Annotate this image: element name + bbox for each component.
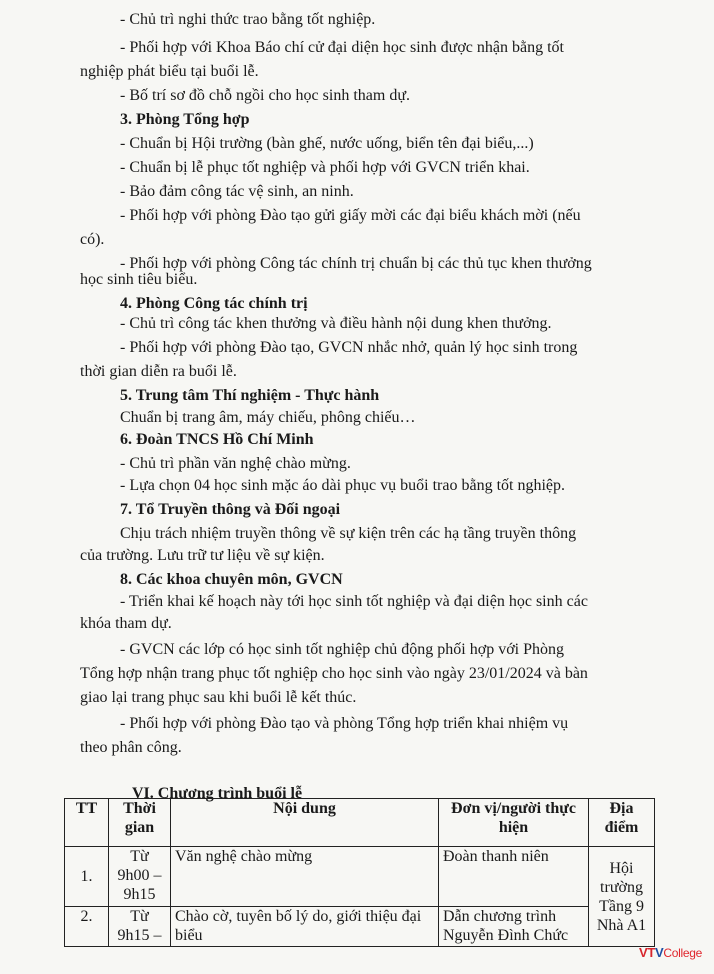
paragraph-line: của trường. Lưu trữ tư liệu về sự kiện. [80, 547, 325, 564]
section-heading: 8. Các khoa chuyên môn, GVCN [120, 571, 343, 588]
paragraph-line: - Chủ trì công tác khen thưởng và điều hành nội dung khen thưởng. [120, 315, 552, 332]
header-tt: TT [65, 799, 109, 847]
table-row [65, 907, 655, 947]
header-location: Địa điểm [589, 799, 655, 847]
paragraph-line: có). [80, 231, 105, 248]
paragraph-line: giao lại trang phục sau khi buổi lễ kết thúc. [80, 689, 357, 706]
section-heading: 6. Đoàn TNCS Hồ Chí Minh [120, 431, 314, 448]
paragraph-line: - Phối hợp với Khoa Báo chí cử đại diện học sinh được nhận bằng tốt [120, 39, 564, 56]
paragraph-line: - Phối hợp với phòng Công tác chính trị chuẩn bị các thủ tục khen thưởng [120, 255, 592, 272]
paragraph-line: - Bảo đảm công tác vệ sinh, an ninh. [120, 183, 354, 200]
section-heading: VI. Chương trình buổi lễ [132, 785, 303, 802]
paragraph-line: - Triển khai kế hoạch này tới học sinh tốt nghiệp và đại diện học sinh các [120, 593, 588, 610]
header-unit: Đơn vị/người thực hiện [439, 799, 589, 847]
paragraph-line: khóa tham dự. [80, 615, 172, 632]
paragraph-line: Tổng hợp nhận trang phục tốt nghiệp cho học sinh vào ngày 23/01/2024 và bàn [80, 665, 588, 682]
row-content: Văn nghệ chào mừng [171, 847, 439, 907]
paragraph-line: - Chuẩn bị lễ phục tốt nghiệp và phối hợp với GVCN triển khai. [120, 159, 530, 176]
paragraph-line: học sinh tiêu biểu. [80, 271, 198, 288]
header-time: Thời gian [109, 799, 171, 847]
table-header-row [65, 799, 655, 847]
row-tt: 1. [65, 847, 109, 907]
paragraph-line: - Phối hợp với phòng Đào tạo và phòng Tổng hợp triển khai nhiệm vụ [120, 715, 569, 732]
paragraph-line: Chuẩn bị trang âm, máy chiếu, phông chiếu… [120, 409, 416, 426]
row-tt: 2. [65, 907, 109, 947]
paragraph-line: - Chủ trì nghi thức trao bằng tốt nghiệp. [120, 11, 376, 28]
paragraph-line: thời gian diễn ra buổi lễ. [80, 363, 237, 380]
row-time: Từ 9h00 – 9h15 [109, 847, 171, 907]
program-table [64, 798, 655, 947]
table-row [65, 847, 655, 907]
row-time: Từ 9h15 – [109, 907, 171, 947]
section-heading: 3. Phòng Tổng hợp [120, 111, 250, 128]
row-location: Hội trường Tầng 9 Nhà A1 [589, 847, 655, 947]
paragraph-line: nghiệp phát biểu tại buổi lễ. [80, 63, 259, 80]
row-unit: Đoàn thanh niên [439, 847, 589, 907]
paragraph-line: - Bố trí sơ đồ chỗ ngồi cho học sinh tham dự. [120, 87, 410, 104]
paragraph-line: - Chuẩn bị Hội trường (bàn ghế, nước uống, biển tên đại biểu,...) [120, 135, 534, 152]
paragraph-line: - GVCN các lớp có học sinh tốt nghiệp chủ động phối hợp với Phòng [120, 641, 564, 658]
paragraph-line: - Lựa chọn 04 học sinh mặc áo dài phục vụ buổi trao bằng tốt nghiệp. [120, 477, 566, 494]
paragraph-line: - Chủ trì phần văn nghệ chào mừng. [120, 455, 351, 472]
section-heading: 7. Tổ Truyền thông và Đối ngoại [120, 501, 341, 518]
paragraph-line: theo phân công. [80, 739, 182, 756]
header-content: Nội dung [171, 799, 439, 847]
row-unit: Dẫn chương trình Nguyễn Đình Chức [439, 907, 589, 947]
paragraph-line: - Phối hợp với phòng Đào tạo, GVCN nhắc nhở, quản lý học sinh trong [120, 339, 578, 356]
section-heading: 5. Trung tâm Thí nghiệm - Thực hành [120, 387, 380, 404]
row-content: Chào cờ, tuyên bố lý do, giới thiệu đại biểu [171, 907, 439, 947]
paragraph-line: Chịu trách nhiệm truyền thông về sự kiện trên các hạ tầng truyền thông [120, 525, 577, 542]
section-heading: 4. Phòng Công tác chính trị [120, 295, 308, 312]
vtv-college-logo: VTVCollege [639, 945, 702, 960]
paragraph-line: - Phối hợp với phòng Đào tạo gửi giấy mời các đại biểu khách mời (nếu [120, 207, 581, 224]
